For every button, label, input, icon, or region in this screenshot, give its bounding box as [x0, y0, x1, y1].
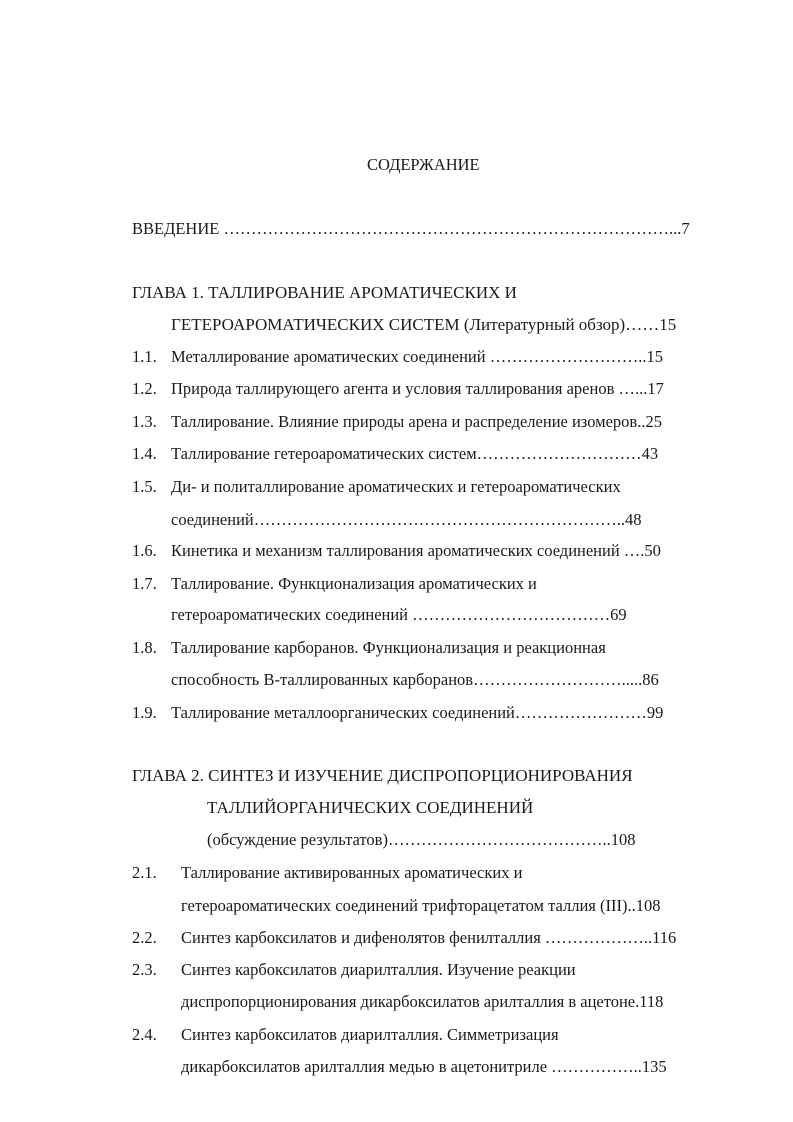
chapter-1-heading-cont: ГЕТЕРОАРОМАТИЧЕСКИХ СИСТЕМ (Литературный обзор)……15: [171, 315, 677, 334]
toc-item-number: 1.4.: [132, 444, 157, 463]
toc-item-title: Синтез карбоксилатов диарилталлия. Изучение реакции: [181, 960, 576, 979]
toc-item-title-cont: способность В-таллированных карборанов……………………….....86: [171, 670, 659, 689]
toc-item-title: Таллирование активированных ароматических и: [181, 863, 523, 882]
toc-item-number: 2.1.: [132, 863, 157, 882]
toc-item-title: Синтез карбоксилатов и дифенолятов фенилталлия ………………..116: [181, 928, 677, 947]
toc-item-title: Кинетика и механизм таллирования ароматических соединений ….50: [171, 541, 661, 560]
toc-item-title-cont: дикарбоксилатов арилталлия медью в ацетонитриле ……………..135: [181, 1057, 667, 1076]
toc-item-title-cont: диспропорционирования дикарбоксилатов арилталлия в ацетоне.118: [181, 992, 664, 1011]
toc-item-number: 2.4.: [132, 1025, 157, 1044]
toc-item-number: 2.3.: [132, 960, 157, 979]
chapter-2-heading-note: (обсуждение результатов)…………………………………..108: [207, 830, 636, 849]
toc-item-title: Таллирование карборанов. Функционализация и реакционная: [171, 638, 606, 657]
toc-item-number: 1.3.: [132, 412, 157, 431]
chapter-2-heading-cont: ТАЛЛИЙОРГАНИЧЕСКИХ СОЕДИНЕНИЙ: [207, 798, 534, 817]
toc-item-title: Металлирование ароматических соединений ………………………..15: [171, 347, 663, 366]
toc-item-number: 1.9.: [132, 703, 157, 722]
toc-item-title-cont: гетероароматических соединений ………………………………69: [171, 605, 627, 624]
toc-item-number: 1.7.: [132, 574, 157, 593]
chapter-1-heading: ГЛАВА 1. ТАЛЛИРОВАНИЕ АРОМАТИЧЕСКИХ И: [132, 283, 517, 302]
toc-item-number: 1.1.: [132, 347, 157, 366]
toc-item-title-cont: соединений…………………………………………………………..48: [171, 510, 642, 529]
toc-item-number: 2.2.: [132, 928, 157, 947]
toc-item-title: Таллирование гетероароматических систем…………………………43: [171, 444, 659, 463]
toc-item-title: Таллирование. Функционализация ароматических и: [171, 574, 537, 593]
toc-item-number: 1.6.: [132, 541, 157, 560]
toc-item-title: Ди- и политаллирование ароматических и гетероароматических: [171, 477, 621, 496]
toc-item-title-cont: гетероароматических соединений трифторацетатом таллия (III)..108: [181, 896, 661, 915]
toc-item-title: Синтез карбоксилатов диарилталлия. Симметризация: [181, 1025, 559, 1044]
toc-intro: ВВЕДЕНИЕ ………………………………………………………………………...7: [132, 219, 690, 238]
toc-item-title: Природа таллирующего агента и условия таллирования аренов …...17: [171, 379, 664, 398]
chapter-2-heading: ГЛАВА 2. СИНТЕЗ И ИЗУЧЕНИЕ ДИСПРОПОРЦИОНИРОВАНИЯ: [132, 766, 633, 785]
page-title: СОДЕРЖАНИЕ: [367, 155, 480, 174]
toc-item-title: Таллирование металлоорганических соединений……………………99: [171, 703, 664, 722]
toc-item-title: Таллирование. Влияние природы арена и распределение изомеров..25: [171, 412, 662, 431]
toc-item-number: 1.8.: [132, 638, 157, 657]
toc-item-number: 1.2.: [132, 379, 157, 398]
toc-item-number: 1.5.: [132, 477, 157, 496]
